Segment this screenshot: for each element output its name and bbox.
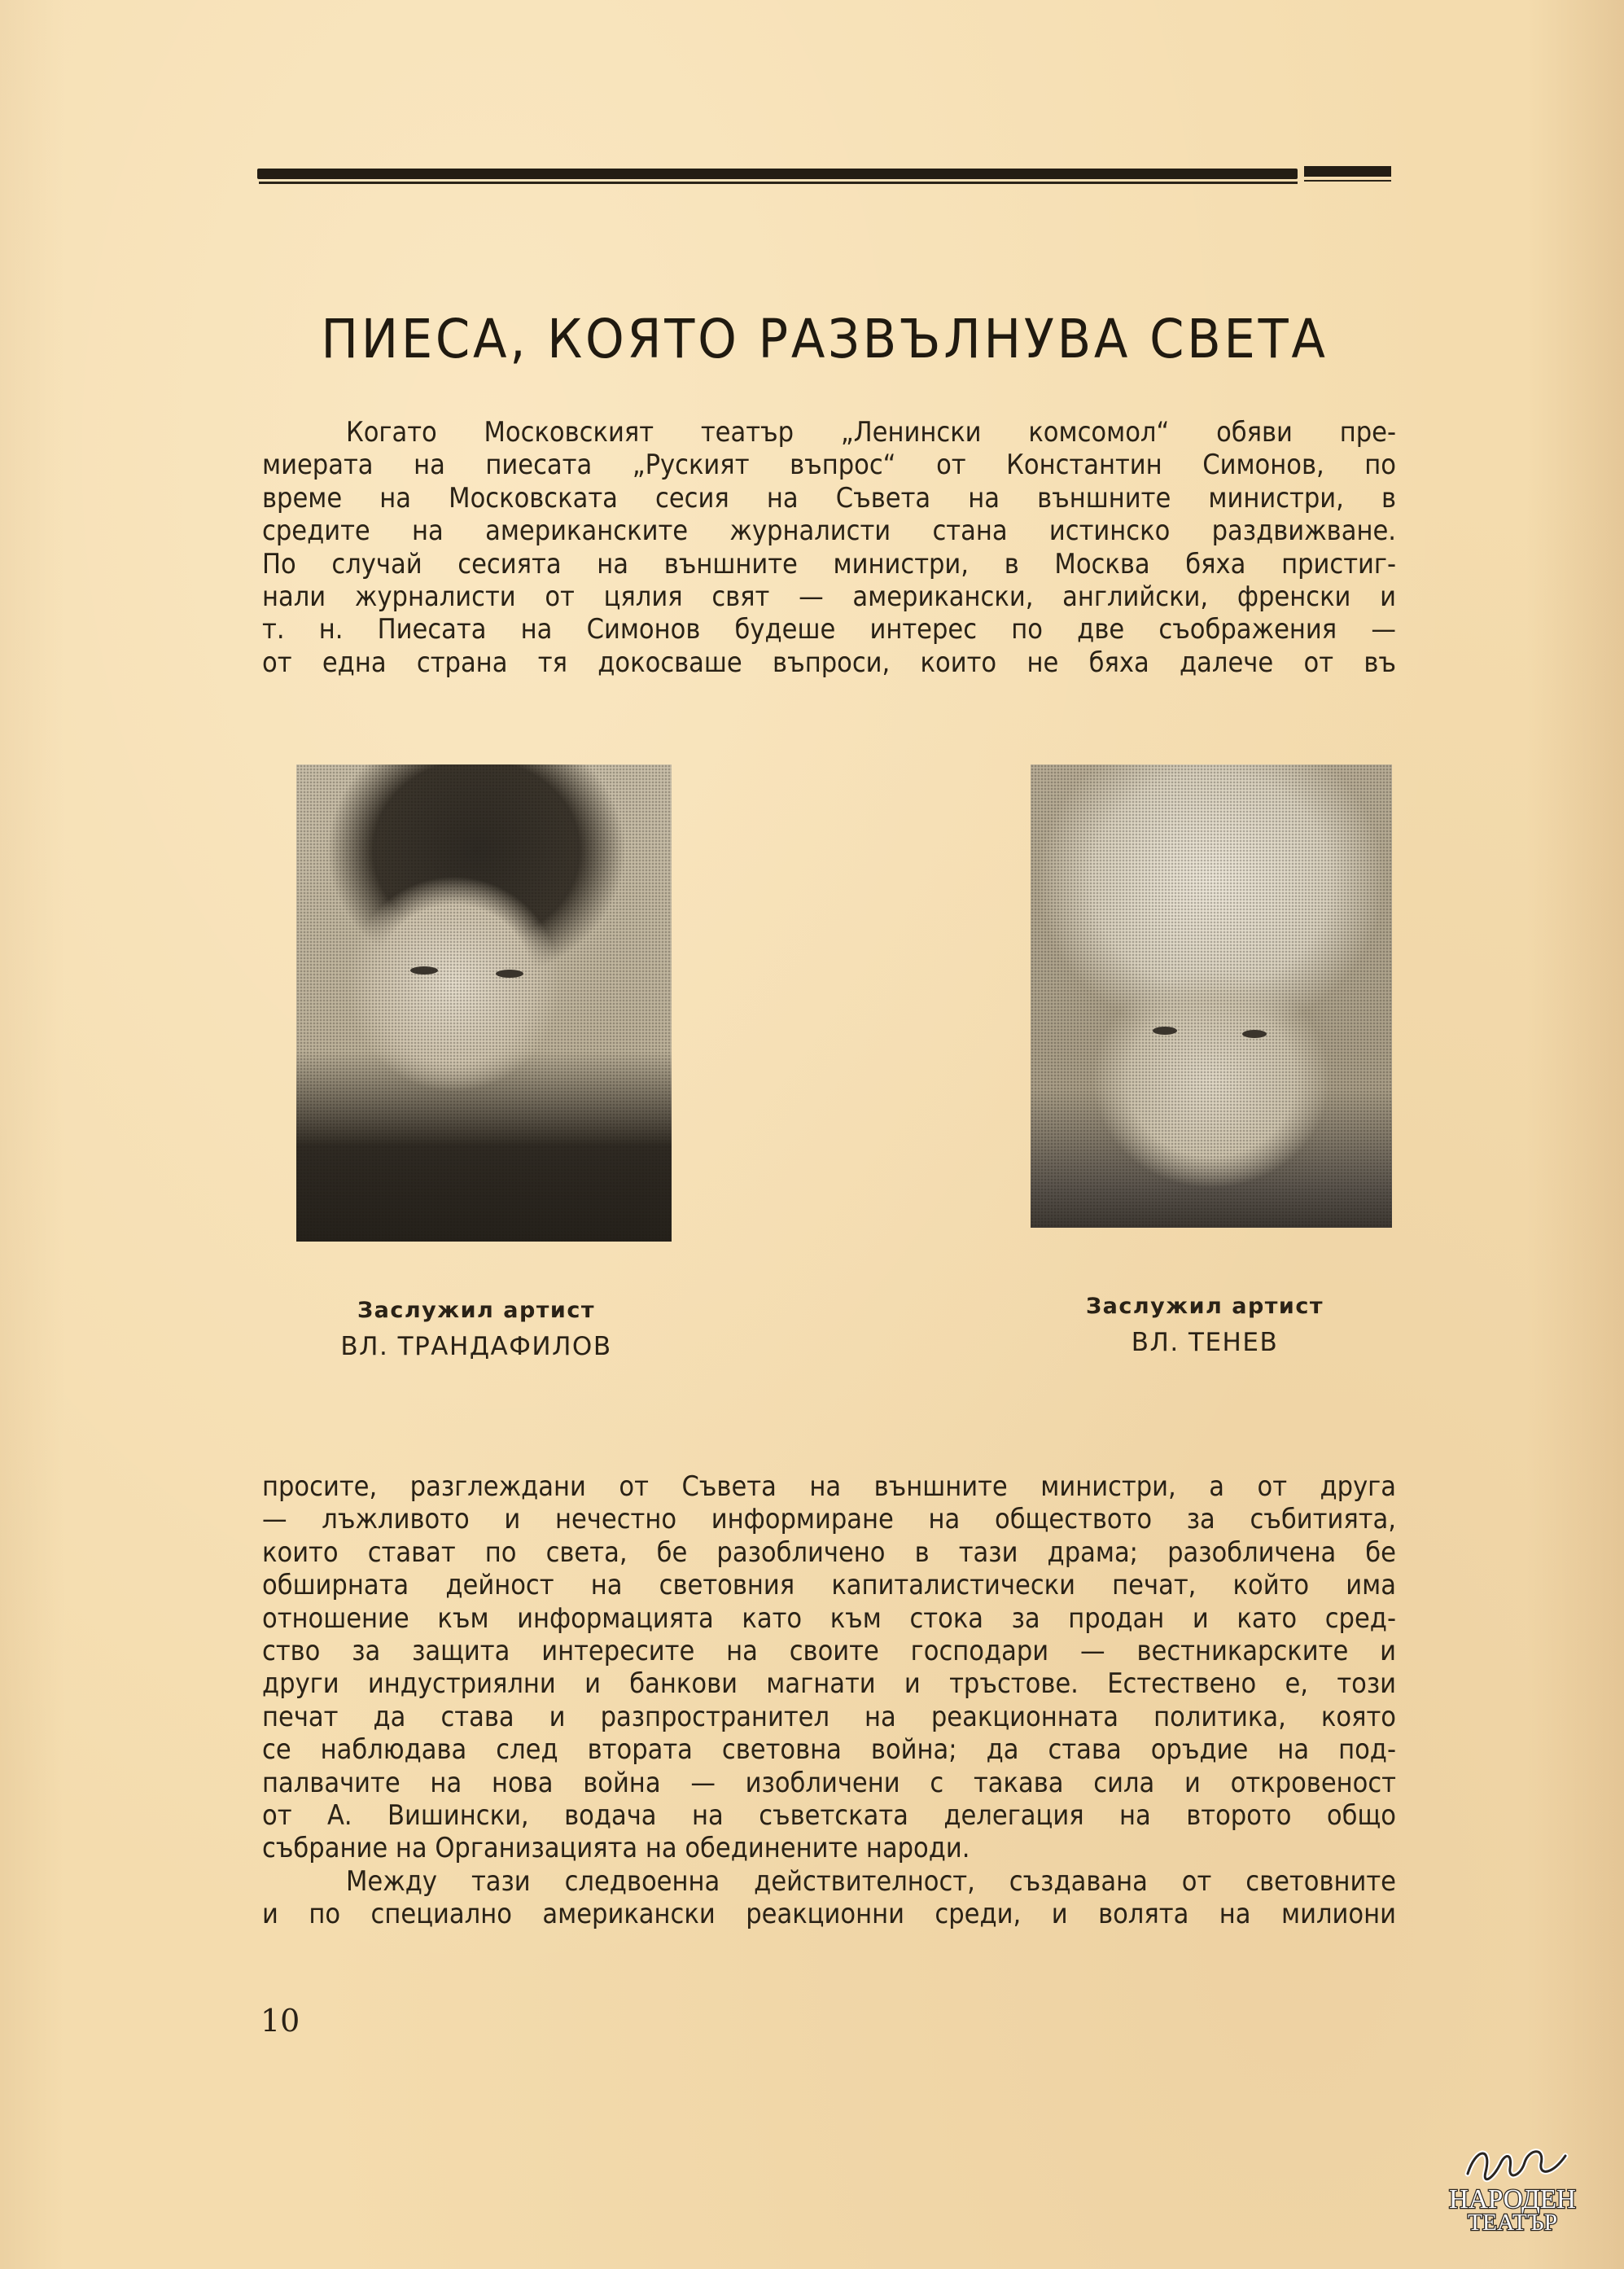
text-line: миерата на пиесата „Руският въпрос“ от Константин Симонов, по	[262, 449, 1396, 482]
text-line: които стават по света, бе разобличено в тази драма; разобличена бе	[262, 1535, 1396, 1569]
caption-role: Заслужил артист	[357, 1298, 595, 1323]
text-line: време на Московската сесия на Съвета на външните министри, в	[262, 481, 1396, 515]
article-paragraph-2	[262, 1470, 1396, 1930]
text-line: средите на американските журналисти стана истинско раздвижване.	[262, 515, 1396, 548]
text-line: други индустриялни и банкови магнати и тръстове. Естествено е, този	[262, 1667, 1396, 1701]
text-line: т. н. Пиесата на Симонов будеше интерес по две съображения —	[262, 613, 1396, 646]
logo-line-1: НАРОДЕН	[1449, 2184, 1576, 2214]
photo-caption-left	[313, 1293, 639, 1364]
header-rule-thick-end	[1304, 166, 1391, 177]
header-rule-thick	[257, 169, 1298, 179]
text-line: нали журналисти от цялия свят — американски, английски, френски и	[262, 580, 1396, 613]
header-rule	[257, 169, 1392, 185]
text-line: Когато Московският театър „Ленински комсомол“ обяви пре-	[346, 416, 1396, 449]
portrait-eye	[496, 970, 523, 978]
text-line: от А. Вишински, водача на съветската делегация на второто общо	[262, 1798, 1396, 1832]
text-line: събрание на Организацията на обединените народи.	[262, 1832, 970, 1865]
text-line: обширната дейност на световния капиталистически печат, който има	[262, 1569, 1396, 1602]
text-line: палвачите на нова война — изобличени с такава сила и откровеност	[262, 1766, 1396, 1799]
text-line: отношение към информацията като към стока за продан и като сред-	[262, 1601, 1396, 1635]
text-line: По случай сесията на външните министри, в Москва бяха пристиг-	[262, 547, 1396, 580]
caption-name: ВЛ. ТРАНДАФИЛОВ	[340, 1332, 612, 1361]
text-line: печат да става и разпространител на реакционната политика, която	[262, 1700, 1396, 1733]
portrait-photo-tenev	[1031, 764, 1392, 1228]
caption-name: ВЛ. ТЕНЕВ	[1131, 1328, 1279, 1357]
logo-script-signature	[1468, 2152, 1565, 2179]
article-title: ПИЕСА, КОЯТО РАЗВЪЛНУВА СВЕТА	[321, 308, 1329, 370]
photo-caption-right	[1042, 1289, 1368, 1360]
text-line: — лъжливото и нечестно информиране на обществото за събитията,	[262, 1503, 1396, 1536]
text-line: се наблюдава след втората световна война; да става оръдие на под-	[262, 1733, 1396, 1767]
portrait-eye	[1242, 1030, 1267, 1038]
text-line: от една страна тя докосваше въпроси, които не бяха далече от въ	[262, 646, 1396, 679]
text-line: ство за защита интересите на своите господари — вестникарските и	[262, 1634, 1396, 1667]
text-line: просите, разглеждани от Съвета на външните министри, а от друга	[262, 1470, 1396, 1503]
article-paragraph-1	[262, 416, 1396, 679]
halftone-texture	[296, 764, 672, 1242]
header-rule-thin-end	[1304, 180, 1391, 182]
text-line: и по специално американски реакционни среди, и волята на милиони	[262, 1898, 1396, 1931]
header-rule-thin	[259, 182, 1298, 184]
halftone-texture	[1031, 764, 1392, 1228]
national-theatre-logo	[1443, 2140, 1582, 2233]
portrait-photo-trandafilov	[296, 764, 672, 1242]
text-line: Между тази следвоенна действителност, създавана от световните	[346, 1864, 1396, 1898]
page-number: 10	[260, 2003, 300, 2039]
caption-role: Заслужил артист	[1085, 1294, 1324, 1319]
portrait-eye	[410, 966, 438, 975]
portrait-eye	[1153, 1027, 1177, 1035]
logo-line-2: ТЕАТЪР	[1468, 2210, 1557, 2233]
